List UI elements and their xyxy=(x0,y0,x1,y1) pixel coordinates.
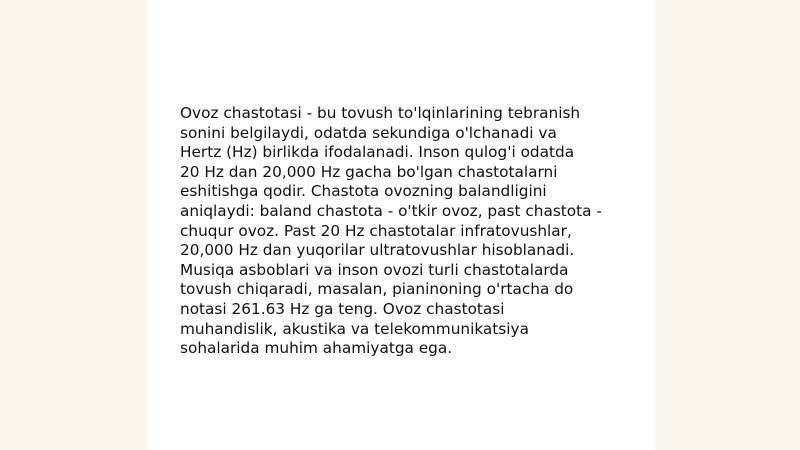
document-page xyxy=(148,0,655,450)
body-paragraph: Ovoz chastotasi - bu tovush to'lqinlarining tebranish sonini belgilaydi, odatda sekundiga o'lchanadi va Hertz (Hz) birlikda ifodalanadi. Inson qulog'i odatda 20 Hz dan 20,000 Hz gacha bo'lgan chastotalarni eshitishga qodir. Chastota ovozning balandligini aniqlaydi: baland chastota - o'tkir ovoz, past chastota - chuqur ovoz. Past 20 Hz chastotalar infratovushlar, 20,000 Hz dan yuqorilar ultratovushlar hisoblanadi. Musiqa asboblari va inson ovozi turli chastotalarda tovush chiqaradi, masalan, pianinoning o'rtacha do notasi 261.63 Hz ga teng. Ovoz chastotasi muhandislik, akustika va telekommunikatsiya sohalarida muhim ahamiyatga ega. xyxy=(180,104,602,358)
